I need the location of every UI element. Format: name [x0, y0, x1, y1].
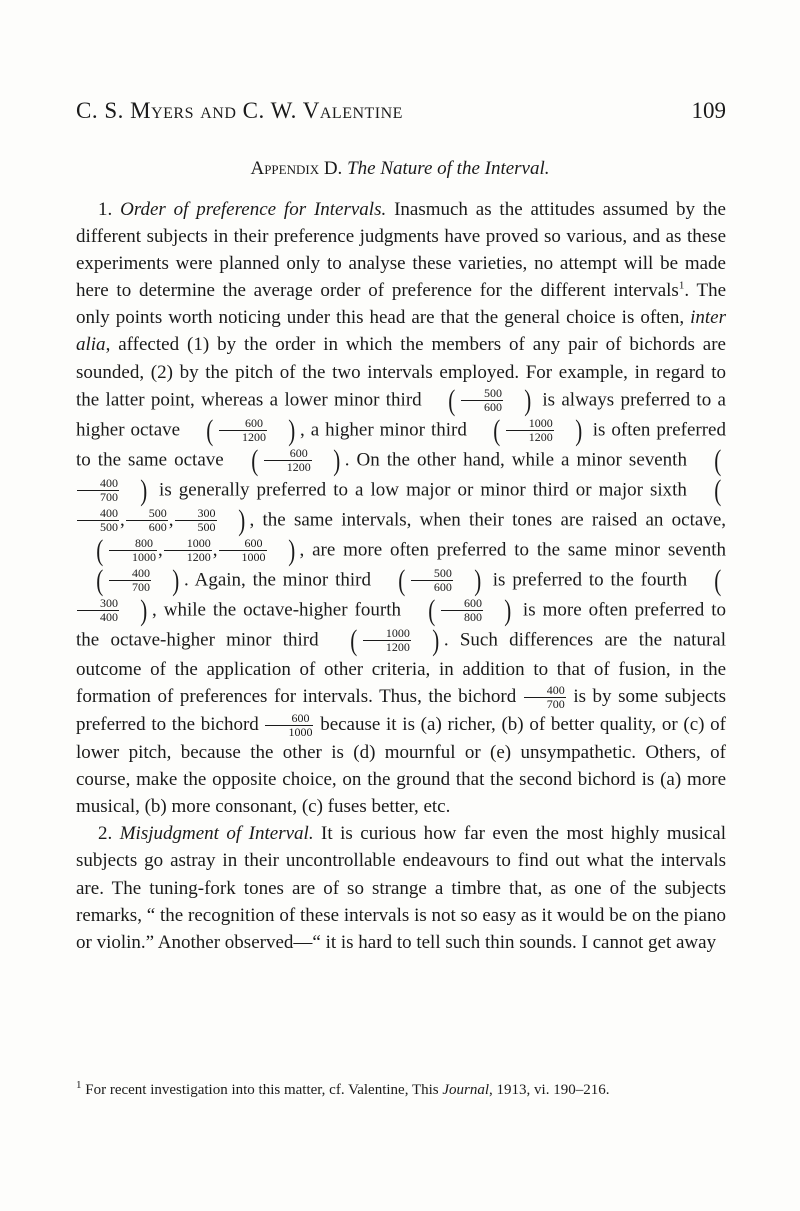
- text-run: . On the other hand, while a minor seventh: [344, 449, 694, 471]
- fraction: $\frac{600}{800}$: [441, 597, 483, 624]
- text-run: Inasmuch as the attitudes assumed by the different subjects in their preference judgments have proved so various, and as these experiments were planned only to analyse these varieties, no attempt will be made here to determine the average order of preference for the different intervals: [76, 199, 726, 302]
- fraction: $\frac{300}{500}$: [175, 507, 217, 534]
- text-run: It is curious how far even the most highly musical subjects go astray in their uncontrollable endeavours to find out what the intervals are. The tuning-fork tones are of so strange a timbre that, as one of the subjects remarks, “ the recognition of these intervals is not so easy as it would be on the piano or violin.” Another observed—“ it is hard to tell such thin sounds. I cannot get away: [76, 823, 727, 953]
- appendix-heading: [0, 158, 800, 180]
- fraction: $\frac{600}{1200}$: [219, 417, 267, 444]
- text-run: . Such differences are the natural outcome of the application of other criteria, in addition to that of fusion, in the formation of preferences for intervals. Thus, the bichord: [76, 629, 726, 707]
- footnote-ref: 1: [678, 279, 685, 292]
- text-run: is more often preferred to the octave-higher minor third: [76, 599, 726, 651]
- fraction: $\frac{500}{600}$: [126, 507, 168, 534]
- fraction: $\frac{400}{700}$: [109, 567, 151, 594]
- text-run: , the same intervals, when their tones are raised an octave,: [249, 509, 726, 531]
- text-run: . The only points worth noticing under this head are that the general choice is often,: [76, 280, 727, 329]
- footnote-journal: Journal: [442, 1082, 490, 1098]
- footnote: [76, 1080, 726, 1100]
- section-2-paragraph: [76, 820, 726, 955]
- fraction: $\frac{800}{1000}$: [109, 537, 157, 564]
- section-1-number: 1.: [98, 199, 113, 220]
- appendix-title: The Nature of the Interval.: [347, 158, 550, 179]
- fraction: $\frac{300}{400}$: [77, 597, 119, 624]
- section-1-paragraph: 1. Order of preference for Intervals. Inasmuch as the attitudes assumed by the different subjects in their preference judgments have proved so various, and as these experiments were planned only to analyse these varieties, no attempt will be made here to determine the average order of preference for the different intervals$^1$. The only points worth noticing under this head are that the general choice is often, inter alia, affected (1) by the order in which the members of any pair of bichords are sounded, (2) by the pitch of the two intervals employed. For example, in regard to the latter point, whereas a lower minor third ( $\frac{500}{600}$ ) is always preferred to a higher octave ( $\frac{600}{1200}$ ) , a higher minor third ( $\frac{1000}{1200}$ ) is often preferred to the same octave ( $\frac{600}{1200}$ ) . On the other hand, while a minor seventh ( $\frac{400}{700}$ ) is generally preferred to a low major or minor third or major sixth ( $\frac{400}{500}$ , $\frac{500}{600}$ , $\frac{300}{500}$ ) , the same intervals, when their tones are raised an octave, ( $\frac{800}{1000}$ , $\frac{1000}{1200}$ , $\frac{600}{1000}$ ) , are more often preferred to the same minor seventh ( $\frac{400}{700}$ ) . Again, the minor third ( $\frac{500}{600}$ ) is preferred to the fourth ( $\frac{300}{400}$ ) , while the octave-higher fourth ( $\frac{600}{800}$ ) is more often preferred to the octave-higher minor third ( $\frac{1000}{1200}$ ) . Such differences are the natural outcome of the application of other criteria, in addition to that of fusion, in the formation of preferences for intervals. Thus, the bichord $\frac{400}{700}$ is by some subjects preferred to the bichord $\frac{600}{1000}$ because it is (a) richer, (b) of better quality, or (c) of lower pitch, because the other is (d) mournful or (e) unsympathetic. Others, of course, make the opposite choice, on the ground that the second bichord is (a) more musical, (b) more consonant, (c) fuses better, etc.: [76, 199, 727, 818]
- section-2-title: Misjudgment of Interval.: [119, 823, 314, 845]
- section-1-title: Order of preference for Intervals.: [120, 199, 387, 220]
- text-run: is often preferred to the same octave: [76, 419, 726, 471]
- text-run: because it is (a) richer, (b) of better quality, or (c) of lower pitch, because the other is (d) mournful or (e) unsympathetic. Others, of course, make the opposite choice, on the ground that the second bichord is (a) more musical, (b) more consonant, (c) fuses better, etc.: [76, 713, 726, 818]
- fraction: $\frac{1000}{1200}$: [164, 537, 212, 564]
- text-run: , affected (1) by the order in which the members of any pair of bichords are sounded, (2) by the pitch of the two intervals employed. For example, in regard to the latter point, whereas a lower minor third: [76, 334, 726, 411]
- fraction: $\frac{600}{1200}$: [264, 447, 312, 474]
- text-run: is preferred to the fourth: [485, 569, 694, 591]
- fraction: $\frac{600}{1000}$: [265, 712, 313, 739]
- fraction: $\frac{1000}{1200}$: [363, 627, 411, 654]
- fraction: $\frac{600}{1000}$: [219, 537, 267, 564]
- fraction: $\frac{500}{600}$: [461, 387, 503, 414]
- running-header: [0, 98, 800, 124]
- footnote-text: , 1913, vi. 190–216.: [489, 1082, 610, 1098]
- fraction: $\frac{400}{700}$: [77, 477, 119, 504]
- body-text: [76, 196, 726, 956]
- text-run: . Again, the minor third: [184, 569, 378, 591]
- text-run: , a higher minor third: [300, 419, 473, 441]
- fraction: $\frac{1000}{1200}$: [506, 417, 554, 444]
- page-number: 109: [691, 98, 726, 123]
- text-run: is generally preferred to a low major or minor third or major sixth: [152, 479, 694, 501]
- fraction: $\frac{400}{500}$: [77, 507, 119, 534]
- section-2-number: 2.: [98, 823, 113, 845]
- footnote-text: For recent investigation into this matter, cf. Valentine, This: [81, 1082, 443, 1098]
- fraction: $\frac{500}{600}$: [411, 567, 453, 594]
- text-run: , are more often preferred to the same minor seventh: [299, 539, 726, 561]
- fraction: $\frac{400}{700}$: [524, 684, 566, 711]
- text-run: is always preferred to a higher octave: [76, 389, 726, 441]
- appendix-label: Appendix D.: [250, 158, 343, 179]
- footnote-marker: 1: [76, 1079, 82, 1091]
- running-head-authors: C. S. Myers and C. W. Valentine: [76, 98, 403, 123]
- text-run: is by some subjects preferred to the bichord: [76, 685, 726, 735]
- text-run: , while the octave-higher fourth: [152, 599, 408, 621]
- text-run-italic: inter alia: [76, 307, 726, 356]
